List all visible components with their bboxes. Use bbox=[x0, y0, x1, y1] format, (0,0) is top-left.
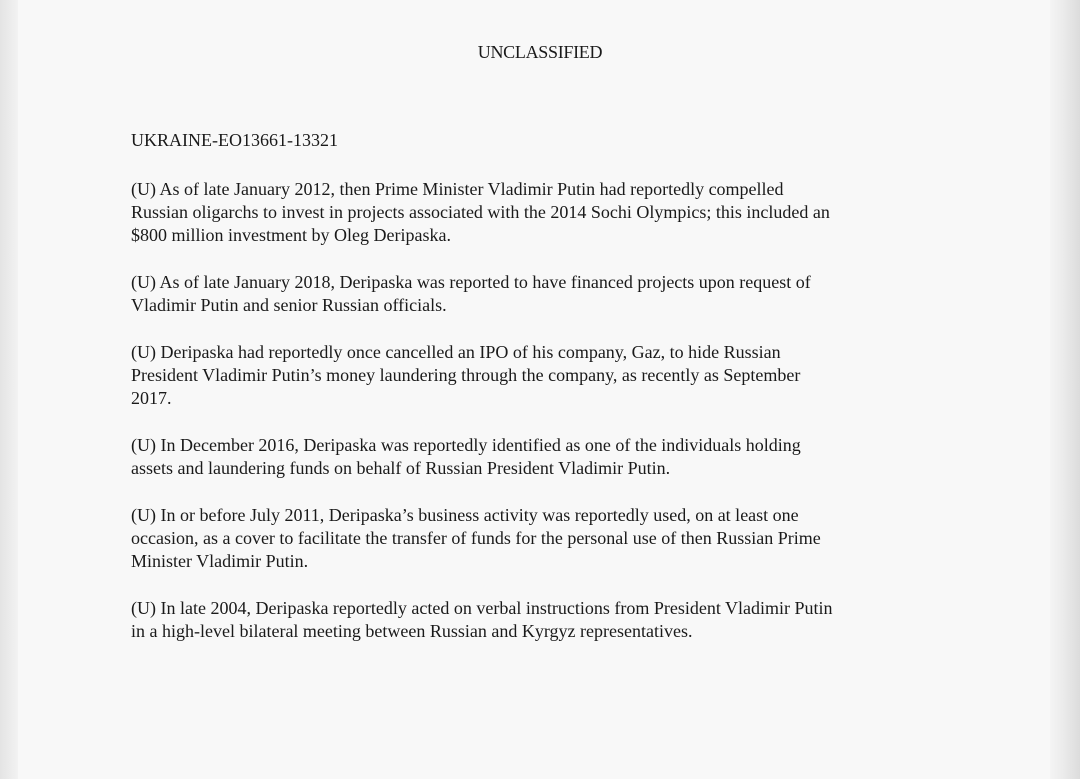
paragraph-3: (U) Deripaska had reportedly once cancelled an IPO of his company, Gaz, to hide Russian President Vladimir Putin’s money laundering through the company, as recently as September 2017. bbox=[131, 342, 801, 408]
classification-header: UNCLASSIFIED bbox=[477, 42, 603, 62]
paragraph-4: (U) In December 2016, Deripaska was reportedly identified as one of the individuals holding assets and laundering funds on behalf of Russian President Vladimir Putin. bbox=[131, 435, 801, 478]
paragraph-1: (U) As of late January 2012, then Prime Minister Vladimir Putin had reportedly compelled Russian oligarchs to invest in projects associated with the 2014 Sochi Olympics; this included an $800 million investment by Oleg Deripaska. bbox=[131, 179, 830, 245]
paragraph-5: (U) In or before July 2011, Deripaska’s business activity was reportedly used, on at least one occasion, as a cover to facilitate the transfer of funds for the personal use of then Russian Prime Minister Vladimir Putin. bbox=[131, 505, 821, 571]
scan-left-edge bbox=[0, 0, 18, 779]
paragraph-2: (U) As of late January 2018, Deripaska was reported to have financed projects upon request of Vladimir Putin and senior Russian officials. bbox=[131, 272, 811, 315]
scan-right-edge bbox=[1050, 0, 1080, 779]
paragraph-6: (U) In late 2004, Deripaska reportedly acted on verbal instructions from President Vladimir Putin in a high-level bilateral meeting between Russian and Kyrgyz representatives. bbox=[131, 598, 833, 641]
document-reference: UKRAINE-EO13661-13321 bbox=[131, 130, 338, 150]
document-body bbox=[131, 178, 961, 667]
